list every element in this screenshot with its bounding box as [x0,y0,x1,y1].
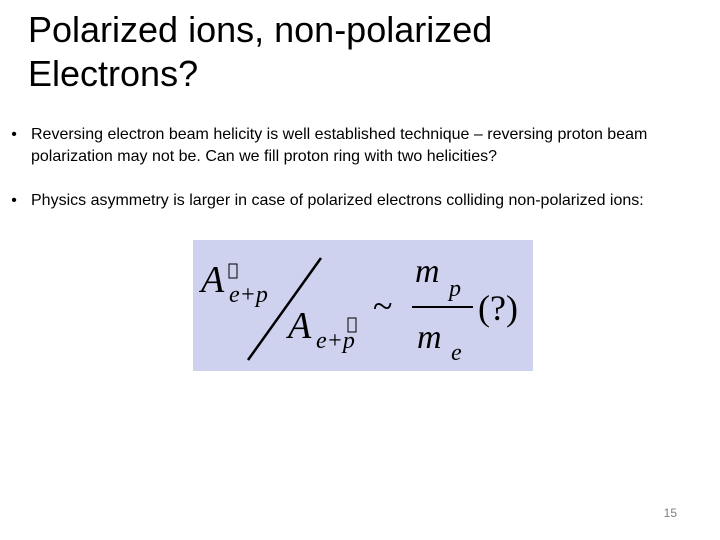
formula-svg [193,240,533,371]
page-number: 15 [663,506,677,520]
formula-image [193,240,533,371]
bullet-marker: • [11,126,17,143]
numerator-placeholder-box [229,264,237,278]
bullet-list [8,124,688,234]
bullet-text: Physics asymmetry is larger in case of polarized electrons colliding non-polarized ions: [31,192,644,209]
bullet-item [8,124,688,168]
denominator-symbol: A [288,305,312,347]
numerator-subscript: e+p [229,282,268,308]
numerator-symbol: A [201,259,225,301]
bullet-item [8,190,688,212]
bullet-text: Reversing electron beam helicity is well established technique – reversing proton beam polarization may not be. Can we fill proton ring with two helicities? [31,126,648,165]
denominator-subscript: e+p [316,328,355,354]
question-mark: (?) [478,288,518,328]
title-line-2: Electrons? [28,53,199,94]
mass-denominator: m [417,319,442,356]
mass-denominator-subscript: e [451,340,462,366]
bullet-marker: • [11,192,17,209]
mass-numerator: m [415,253,440,290]
title-line-1: Polarized ions, non-polarized [28,9,493,50]
mass-numerator-subscript: p [449,276,461,302]
slide-title [28,8,688,96]
tilde-symbol: ~ [373,286,393,326]
